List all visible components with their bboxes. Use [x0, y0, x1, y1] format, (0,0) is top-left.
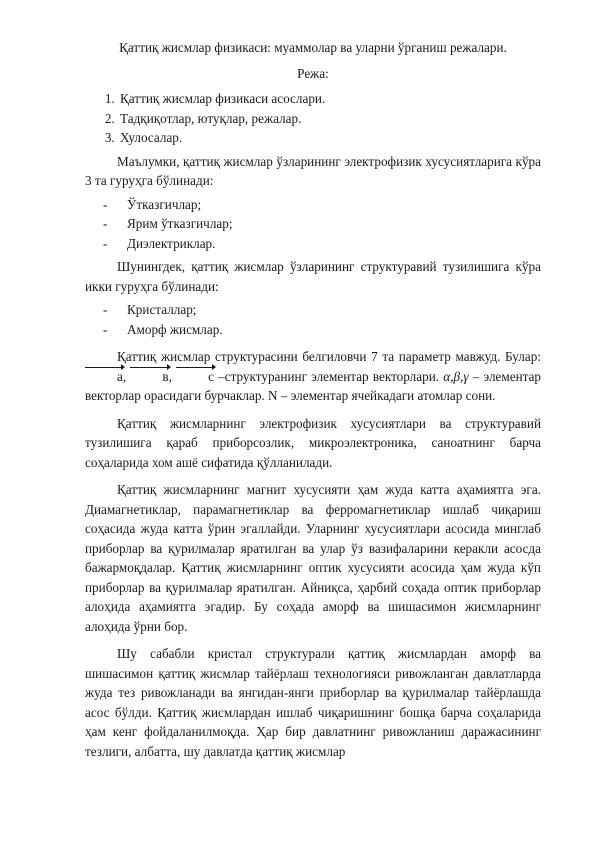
params-text-mid: –структуранинг элементар векторлари. [213, 368, 444, 384]
paragraph-structure: Шунингдек, қаттиқ жисмлар ўзларининг структуравий тузилишига кўра икки гуруҳга бўлинади: [85, 259, 541, 294]
document-title: Қаттиқ жисмлар физикаси: муаммолар ва уларни ўрганиш режалари. [119, 40, 507, 55]
vector-b: в [130, 367, 168, 387]
params-text-start: Қаттиқ жисмлар структурасини белгиловчи 7 та параметр мавжуд. Булар: [117, 349, 541, 364]
plan-heading: Режа: [297, 65, 329, 81]
electro-groups-list [85, 195, 541, 254]
plan-item: 2. Тадқиқотлар, ютуқлар, режалар. [118, 109, 541, 129]
greek-angles: α,β,γ [443, 368, 469, 384]
plan-list [85, 89, 541, 148]
list-item: - Ярим ўтказгичлар; [103, 214, 541, 234]
list-item: - Аморф жисмлар. [103, 320, 541, 340]
list-item: - Кристаллар; [103, 300, 541, 320]
paragraph-applications: Қаттиқ жисмларнинг электрофизик хусусиятлари ва структуравий тузилишига қараб приборсозлик, микроэлектроника, саноатнинг барча соҳаларида хом ашё сифатида қўлланилади. [85, 415, 541, 470]
params-text-end: – элементар векторлар орасидаги бурчаклар. N – элементар ячейкадаги атомлар сони. [85, 368, 542, 403]
vector-a: a [85, 367, 123, 387]
list-item: - Ўтказгичлар; [103, 195, 541, 215]
plan-item: 3. Хулосалар. [118, 128, 541, 148]
paragraph-technology: Шу сабабли кристал структурали қаттиқ жисмлардан аморф ва шишасимон қаттиқ жисмлар тайёрлаш технологияси ривожланган давлатларда жуда тез ривожланади ва янгидан-янги приборлар ва қурилмалар тайёрлашда асос бўлди. Қаттиқ жисмлардан ишлаб чиқаришнинг бошқа барча соҳаларида ҳам кенг фойдаланилмоқда. Ҳар бир давлатнинг ривожланиш даражасининг тезлиги, албатта, шу давлатда қаттиқ жисмлар [85, 646, 541, 759]
paragraph-intro: Маълумки, қаттиқ жисмлар ўзларининг электрофизик хусусиятларига кўра 3 та гуруҳга бўлинади: [85, 153, 541, 188]
paragraph-parameters: Қаттиқ жисмлар структурасини белгиловчи 7 та параметр мавжуд. Булар: a, в, c –структуранинг элементар векторлари. α,β,γ – элементар векторлар орасидаги бурчаклар. N – элементар ячейкадаги атомлар сони. [85, 349, 542, 403]
plan-item: 1. Қаттиқ жисмлар физикаси асослари. [118, 89, 541, 109]
structure-groups-list [85, 300, 541, 339]
list-item: - Диэлектриклар. [103, 234, 541, 254]
paragraph-magnetic: Қаттиқ жисмларнинг магнит хусусияти ҳам жуда катта аҳамиятга эга. Диамагнетиклар, парамагнетиклар ва ферромагнетиклар ишлаб чиқариш соҳасида жуда катта ўрин эгаллайди. Уларнинг хусусиятлари асосида минглаб приборлар ва қурилмалар яратилган ва улар ўз вазифаларини керакли асосда бажармоқдалар. Қаттиқ жисмларнинг оптик хусусияти асосида ҳам жуда кўп приборлар ва қурилмалар яратилган. Айниқса, ҳарбий соҳада оптик приборлар алоҳида аҳамиятга эгадир. Бу соҳада аморф ва шишасимон жисмларнинг алоҳида ўрни бор. [85, 482, 541, 634]
vector-c: c [176, 367, 214, 387]
